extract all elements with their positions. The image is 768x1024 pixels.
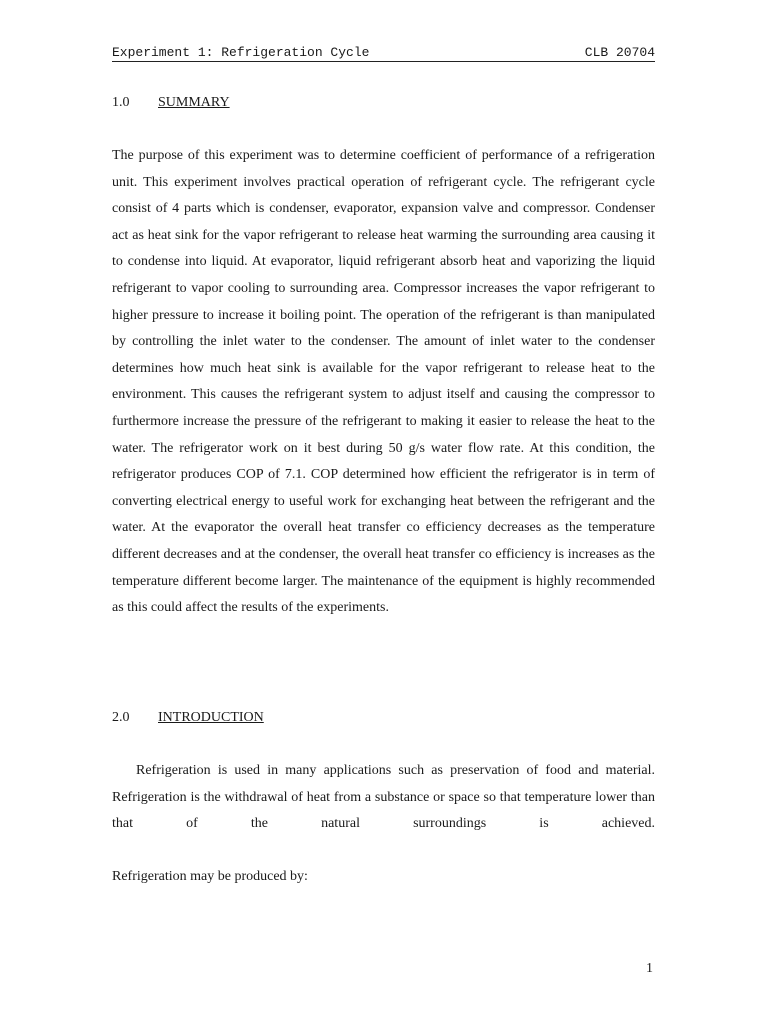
introduction-paragraph: Refrigeration may be produced by: bbox=[112, 869, 308, 884]
summary-paragraph: The purpose of this experiment was to determine coefficient of performance of a refrigeration unit. This experiment involves practical operation of refrigerant cycle. The refrigerant cycle consist of 4 parts which is condenser, evaporator, expansion valve and compressor. Condenser act as heat sink for the vapor refrigerant to release heat warming the surrounding area causing it to condense into liquid. At evaporator, liquid refrigerant absorb heat and vaporizing the liquid refrigerant to vapor cooling to surrounding area. Compressor increases the vapor refrigerant to higher pressure to increase it boiling point. The operation of the refrigerant is than manipulated by controlling the inlet water to the condenser. The amount of inlet water to the condenser determines how much heat sink is available for the vapor refrigerant to release heat to the environment. This causes the refrigerant system to adjust itself and causing the compressor to furthermore increase the pressure of the refrigerant to making it easier to release the heat to the water. The refrigerator work on it best during 50 g/s water flow rate. At this condition, the refrigerator produces COP of 7.1. COP determined how efficient the refrigerator is in term of converting electrical energy to useful work for exchanging heat between the refrigerant and the water. At the evaporator the overall heat transfer co efficiency decreases as the temperature different decreases and at the condenser, the overall heat transfer co efficiency is increases as the temperature different become larger. The maintenance of the equipment is highly recommended as this could affect the results of the experiments. bbox=[112, 148, 655, 616]
section-title: INTRODUCTION bbox=[158, 710, 264, 725]
introduction-paragraph: Refrigeration is used in many applications such as preservation of food and material. Refrigeration is the withdrawal of heat from a substance or space so that temperature lower than that of the natural surroundings is achieved. bbox=[112, 763, 655, 832]
section-number: 1.0 bbox=[112, 95, 130, 110]
section-number: 2.0 bbox=[112, 710, 130, 725]
header-title: Experiment 1: Refrigeration Cycle bbox=[112, 45, 370, 60]
running-header bbox=[112, 44, 655, 62]
section-title: SUMMARY bbox=[158, 95, 230, 110]
section-heading-summary bbox=[112, 94, 230, 112]
header-course-code: CLB 20704 bbox=[584, 45, 655, 60]
section-heading-introduction bbox=[112, 709, 264, 727]
page-number: 1 bbox=[646, 961, 653, 976]
